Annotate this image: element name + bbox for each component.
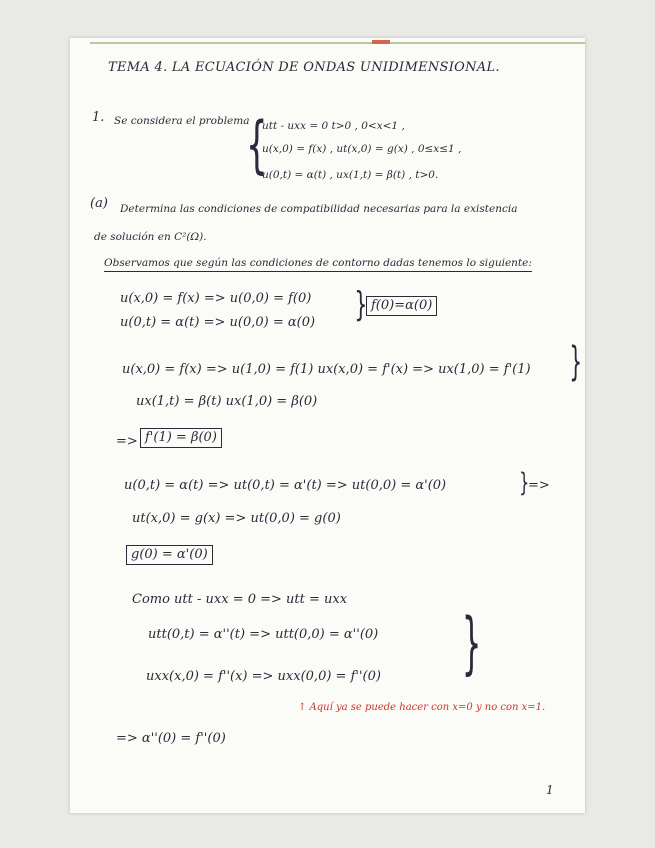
condition-box-3: g(0) = α'(0) bbox=[126, 545, 213, 565]
work-line-8: utt(0,t) = α''(t) => utt(0,0) = α''(0) bbox=[148, 627, 379, 642]
work-line-4: ux(1,t) = β(t) ux(1,0) = β(0) bbox=[136, 394, 318, 409]
system-brace: { bbox=[245, 108, 268, 181]
condition-box-1: f(0)=α(0) bbox=[366, 296, 437, 316]
problem-intro: Se considera el problema bbox=[114, 115, 250, 127]
part-a-statement: Determina las condiciones de compatibilidad necesarias para la existencia bbox=[120, 203, 518, 215]
boundary-conditions: u(0,t) = α(t) , ux(1,t) = β(t) , t>0. bbox=[262, 169, 439, 181]
top-red-mark bbox=[372, 40, 390, 44]
brace-1: } bbox=[354, 285, 368, 325]
top-rule bbox=[90, 42, 585, 44]
page-title: TEMA 4. LA ECUACIÓN DE ONDAS UNIDIMENSIONAL. bbox=[108, 60, 500, 75]
work-line-9: uxx(x,0) = f''(x) => uxx(0,0) = f''(0) bbox=[146, 669, 381, 684]
work-line-5: u(0,t) = α(t) => ut(0,t) = α'(t) => ut(0,0) = α'(0) bbox=[124, 478, 447, 493]
problem-number: 1. bbox=[92, 110, 105, 125]
initial-conditions: u(x,0) = f(x) , ut(x,0) = g(x) , 0≤x≤1 , bbox=[262, 143, 462, 155]
red-annotation: ↑ Aquí ya se puede hacer con x=0 y no con x=1. bbox=[298, 702, 546, 713]
arrow-implies: => bbox=[116, 434, 138, 449]
condition-box-2: f'(1) = β(0) bbox=[140, 428, 222, 448]
observation-line: Observamos que según las condiciones de contorno dadas tenemos lo siguiente: bbox=[104, 255, 532, 272]
brace-3: } bbox=[519, 468, 530, 498]
part-a-label: (a) bbox=[90, 196, 108, 211]
page-number: 1 bbox=[546, 783, 554, 797]
brace-2: } bbox=[569, 339, 583, 385]
brace-4: } bbox=[461, 604, 482, 683]
work-conclusion: => α''(0) = f''(0) bbox=[116, 731, 226, 746]
work-line-3: u(x,0) = f(x) => u(1,0) = f(1) ux(x,0) = f'(x) => ux(1,0) = f'(1) bbox=[122, 362, 531, 377]
work-line-6: ut(x,0) = g(x) => ut(0,0) = g(0) bbox=[132, 511, 341, 526]
pde-equation: utt - uxx = 0 t>0 , 0<x<1 , bbox=[262, 120, 405, 132]
work-line-2: u(0,t) = α(t) => u(0,0) = α(0) bbox=[120, 315, 316, 330]
work-line-7: Como utt - uxx = 0 => utt = uxx bbox=[132, 592, 348, 607]
work-line-1: u(x,0) = f(x) => u(0,0) = f(0) bbox=[120, 291, 312, 306]
part-a-statement-cont: de solución en C²(Ω). bbox=[94, 231, 207, 243]
work-line-5-arrow: => bbox=[528, 478, 550, 493]
